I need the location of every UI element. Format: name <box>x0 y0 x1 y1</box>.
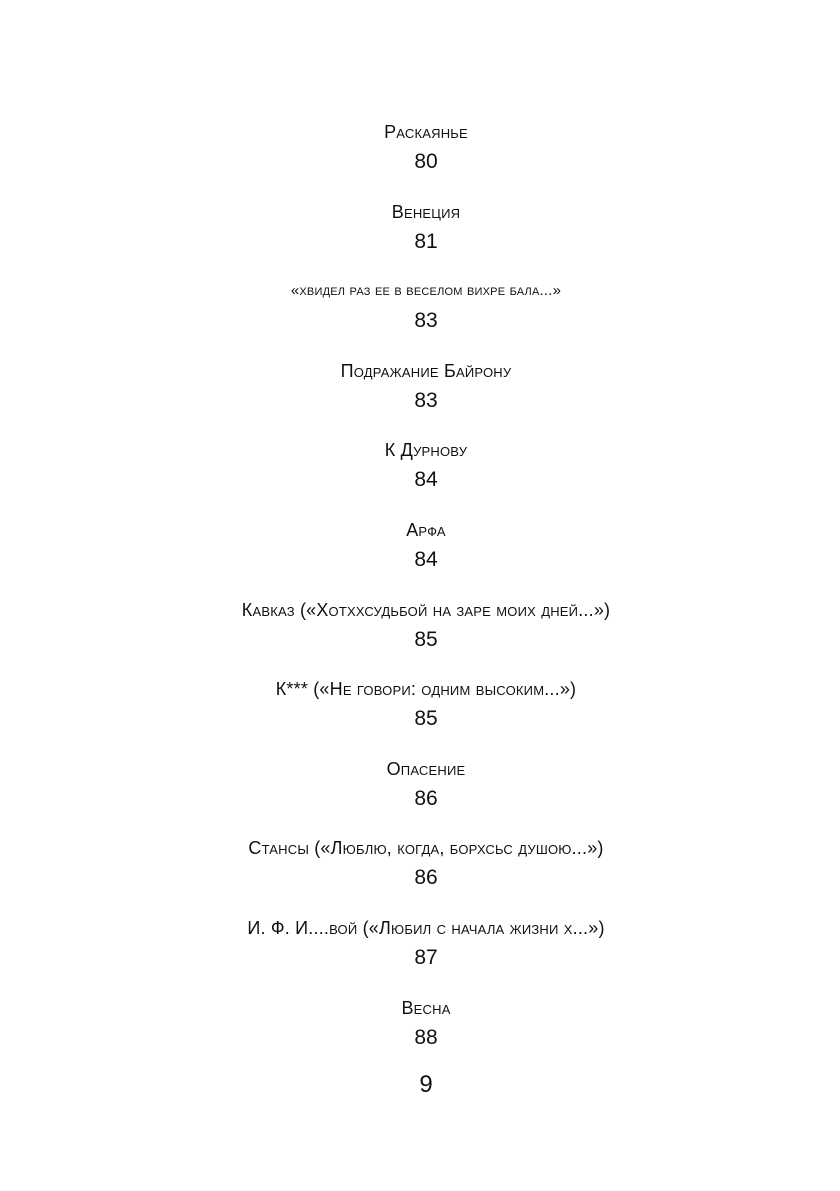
toc-entry <box>0 436 840 516</box>
toc-entry-title: Весна <box>401 997 451 1018</box>
toc-entry-title: Опасение <box>386 758 466 779</box>
toc-entry-page: 87 <box>414 945 438 969</box>
toc-entry <box>0 118 840 198</box>
toc-entry-page: 88 <box>414 1025 438 1049</box>
toc-entry-page: 86 <box>414 786 438 810</box>
toc-entry <box>0 596 840 676</box>
toc-entry-title: Подражание Байрону <box>340 360 512 381</box>
toc-entry-title: Раскаянье <box>384 122 468 142</box>
toc-entry <box>0 675 840 755</box>
toc-entry-title: Стансы («Люблю, когда, борхсьс душою...») <box>248 838 604 859</box>
toc-entry-page: 85 <box>414 627 438 651</box>
toc-entry <box>0 198 840 278</box>
toc-entry-page: 85 <box>414 707 438 731</box>
toc-entry-title: К Дурнову <box>384 440 468 461</box>
toc-entry-page: 81 <box>414 229 438 253</box>
toc-entry-page: 83 <box>414 309 438 333</box>
toc-entry <box>0 834 840 914</box>
toc-entry-page: 84 <box>414 547 438 571</box>
toc-entry-title: Арфа <box>406 519 446 540</box>
toc-entry <box>0 994 840 1074</box>
toc-entry <box>0 755 840 835</box>
toc-entry-page: 84 <box>414 468 438 492</box>
toc-entry <box>0 357 840 437</box>
toc-entry-title: Венеция <box>391 201 461 222</box>
toc-entry <box>0 914 840 994</box>
toc-entry-title: «хвидел раз ее в веселом вихре бала...» <box>290 282 562 300</box>
page-number: 9 <box>419 1071 433 1098</box>
toc-entry <box>0 516 840 596</box>
toc-entry-title: Кавказ («Хотххсудьбой на заре моих дней...») <box>241 599 611 620</box>
toc-entry-title: И. Ф. И....вой («Любил с начала жизни х...») <box>247 917 605 938</box>
toc-entry <box>0 277 840 357</box>
table-of-contents <box>0 118 840 1073</box>
toc-entry-page: 86 <box>414 866 438 890</box>
toc-entry-page: 83 <box>414 388 438 412</box>
toc-entry-page: 80 <box>414 150 438 173</box>
toc-entry-title: К*** («Не говори: одним высоким...») <box>275 679 577 700</box>
